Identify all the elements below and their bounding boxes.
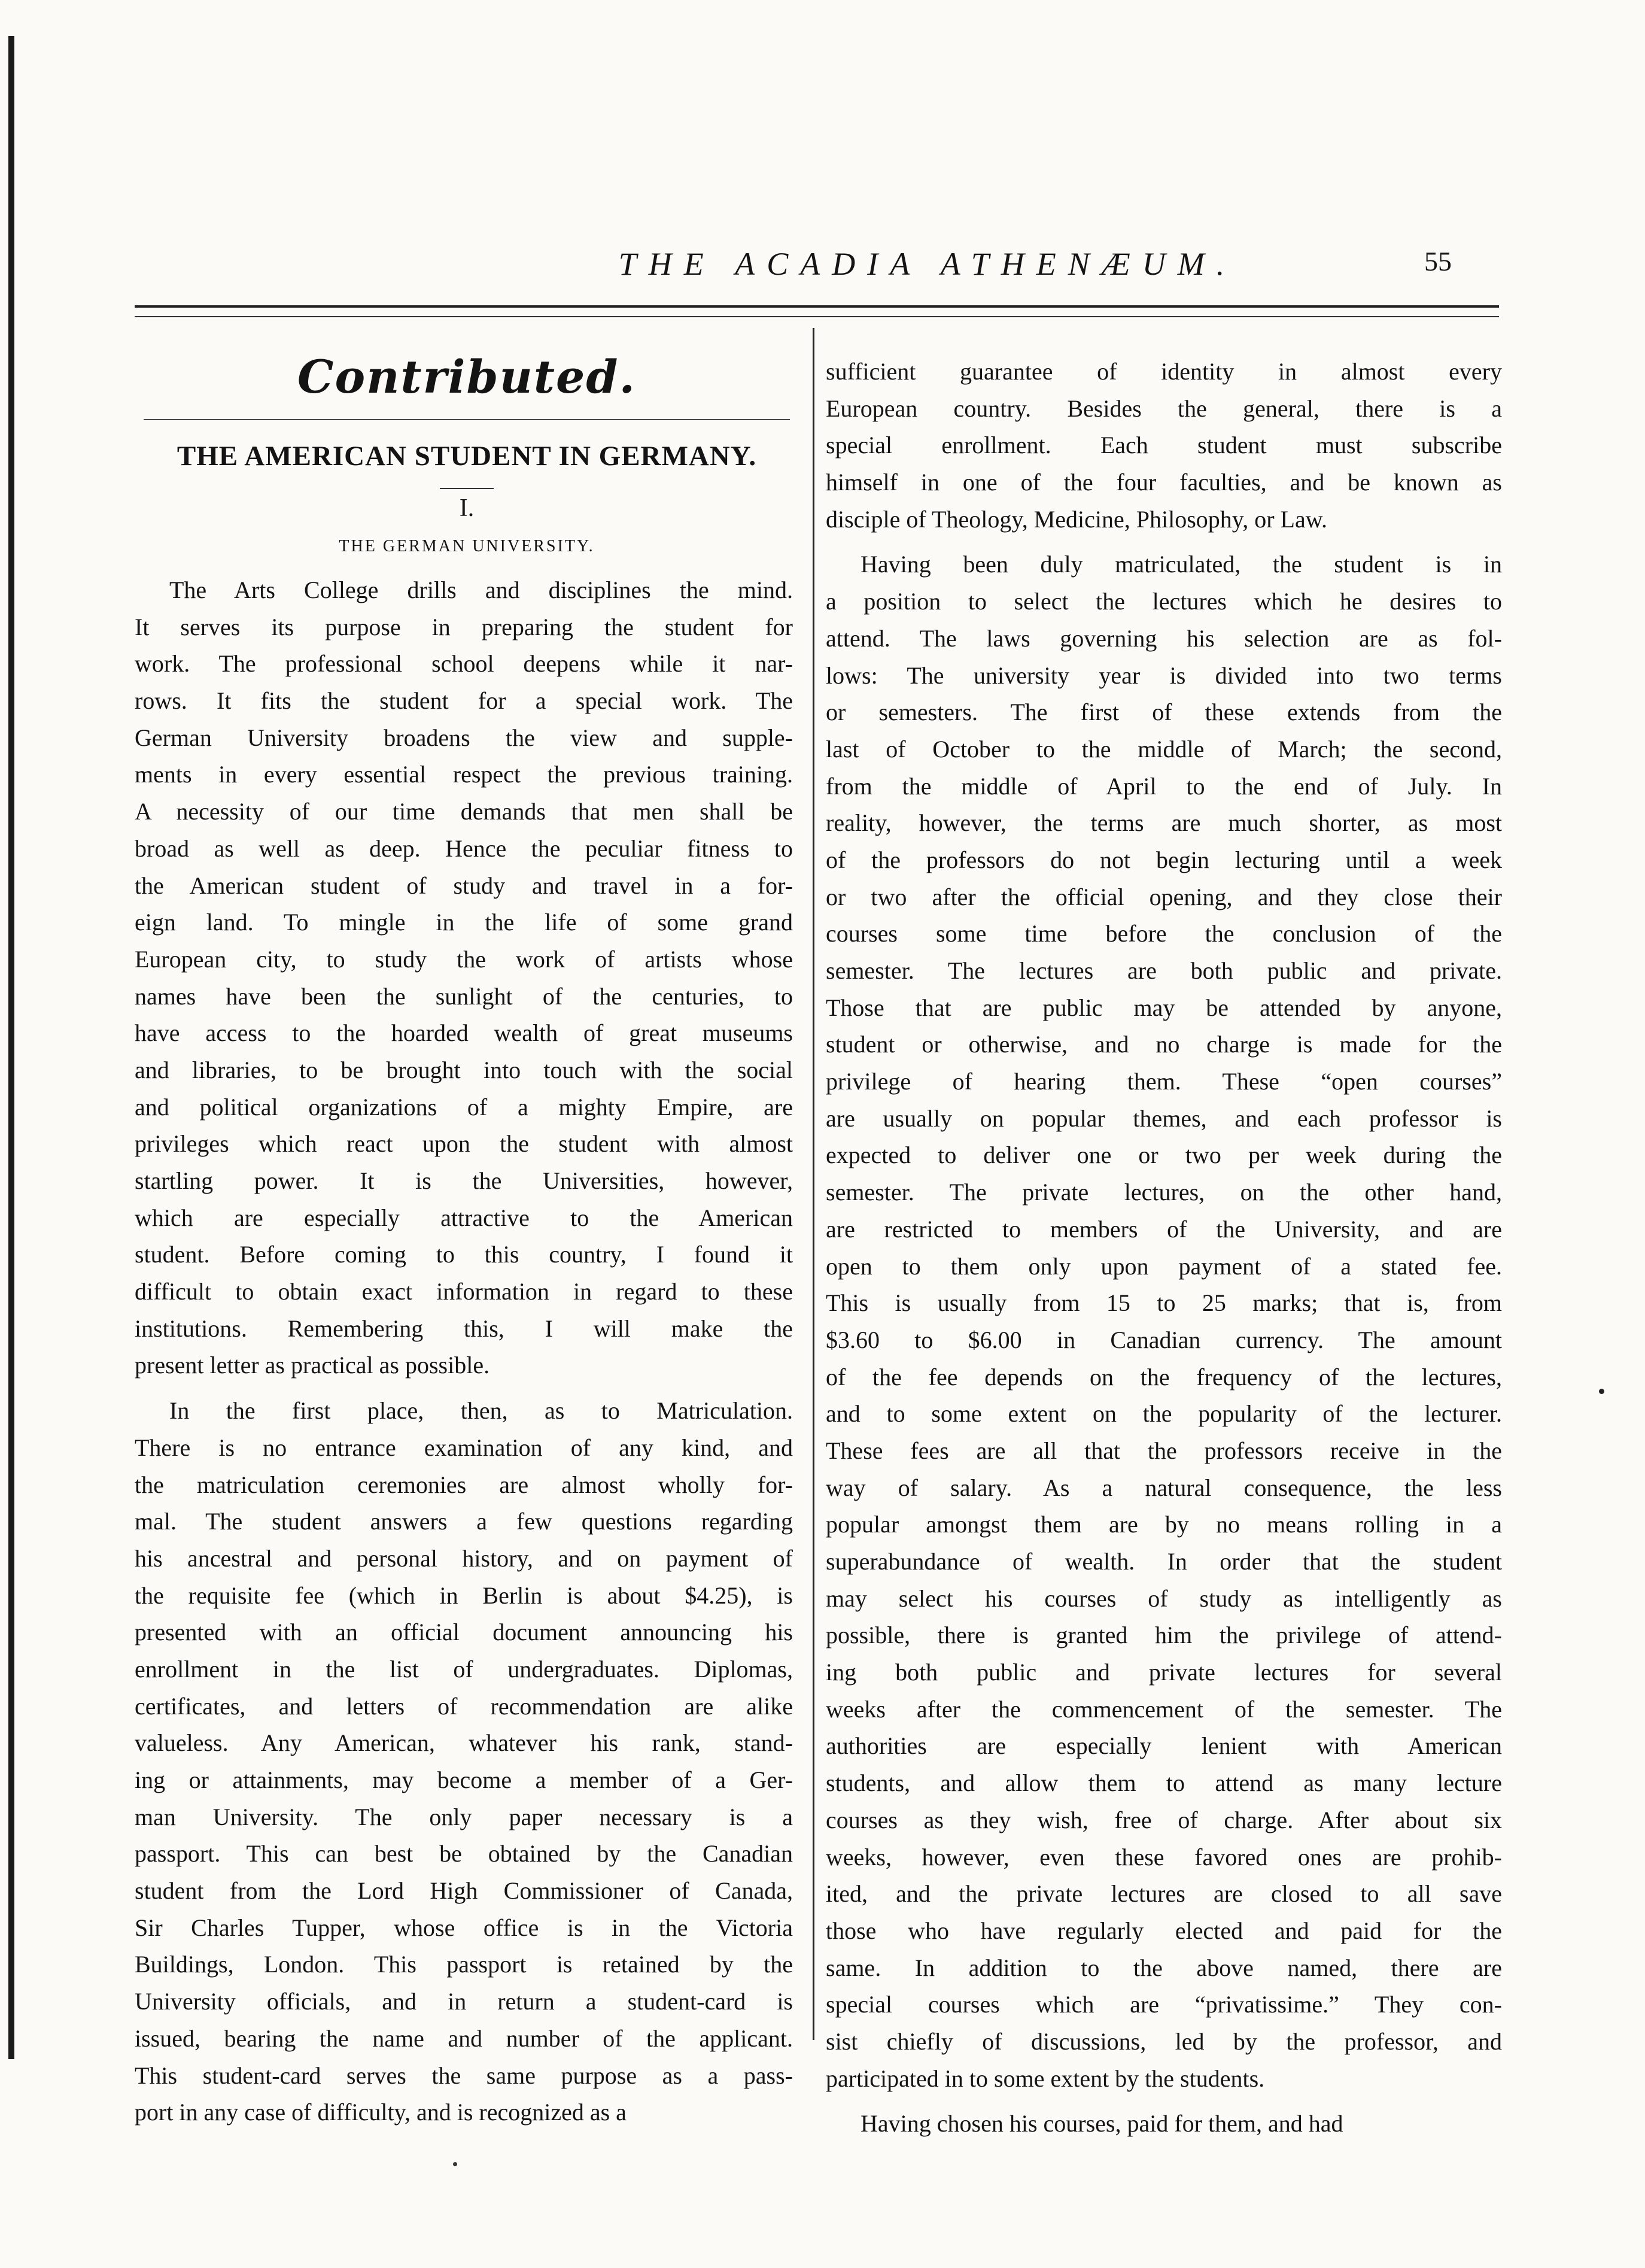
scan-speck: [453, 2162, 457, 2166]
section-title: Contributed.: [297, 350, 636, 403]
text-line: privilege of hearing them. These “open courses”: [826, 1068, 1502, 1095]
scan-speck: [1599, 1389, 1604, 1394]
text-line: startling power. It is the Universities, however,: [135, 1167, 793, 1194]
text-line: or semesters. The first of these extends from the: [826, 699, 1502, 726]
text-line: German University broadens the view and supple-: [135, 724, 793, 751]
text-line: lows: The university year is divided into two terms: [826, 661, 1502, 689]
page-number: 55: [1424, 246, 1452, 277]
text-line: Having been duly matriculated, the student is in: [860, 551, 1502, 578]
text-line: There is no entrance examination of any kind, and: [135, 1434, 793, 1461]
text-line: University officials, and in return a student-card is: [135, 1988, 793, 2015]
text-line: superabundance of wealth. In order that the student: [826, 1548, 1502, 1575]
text-line: and libraries, to be brought into touch with the social: [135, 1056, 793, 1083]
text-line: which are especially attractive to the American: [135, 1204, 793, 1231]
running-head: THE ACADIA ATHENÆUM.: [618, 246, 1237, 282]
text-line: $3.60 to $6.00 in Canadian currency. The amount: [826, 1326, 1502, 1353]
text-line: disciple of Theology, Medicine, Philosophy, or Law.: [826, 505, 1328, 533]
text-line: sist chiefly of discussions, led by the professor, and: [826, 2027, 1502, 2055]
text-line: European country. Besides the general, there is a: [826, 394, 1502, 422]
text-line: semester. The private lectures, on the other hand,: [826, 1179, 1502, 1206]
text-line: last of October to the middle of March; the second,: [826, 735, 1502, 763]
text-line: ments in every essential respect the previous training.: [135, 761, 793, 788]
text-line: This is usually from 15 to 25 marks; that is, from: [826, 1289, 1502, 1317]
text-line: special courses which are “privatissime.” They con-: [826, 1991, 1502, 2018]
text-line: This student-card serves the same purpose as a pass-: [135, 2061, 793, 2089]
text-line: ing both public and private lectures for several: [826, 1659, 1502, 1686]
text-line: expected to deliver one or two per week during the: [826, 1141, 1502, 1169]
text-line: valueless. Any American, whatever his rank, stand-: [135, 1729, 793, 1757]
paragraph-gap: [826, 538, 1502, 546]
text-line: of the professors do not begin lecturing until a week: [826, 846, 1502, 873]
header-rule-thin: [135, 316, 1499, 317]
text-line: Sir Charles Tupper, whose office is in the Victoria: [135, 1914, 793, 1941]
text-line: and to some extent on the popularity of the lecturer.: [826, 1400, 1502, 1428]
text-line: sufficient guarantee of identity in almost every: [826, 358, 1502, 385]
text-line: European city, to study the work of artists whose: [135, 945, 793, 973]
text-line: those who have regularly elected and paid for the: [826, 1917, 1502, 1944]
text-line: of the fee depends on the frequency of the lectures,: [826, 1363, 1502, 1390]
text-line: courses some time before the conclusion of the: [826, 920, 1502, 948]
text-line: Those that are public may be attended by anyone,: [826, 994, 1502, 1021]
text-line: present letter as practical as possible.: [135, 1352, 490, 1379]
text-line: eign land. To mingle in the life of some grand: [135, 909, 793, 936]
right-column: [826, 353, 1502, 2142]
text-line: student or otherwise, and no charge is made for the: [826, 1031, 1502, 1058]
text-line: weeks after the commencement of the semester. The: [826, 1695, 1502, 1723]
text-line: from the middle of April to the end of July. In: [826, 772, 1502, 800]
part-numeral-rule: [440, 488, 494, 489]
text-line: mal. The student answers a few questions regarding: [135, 1508, 793, 1535]
text-line: the American student of study and travel in a for-: [135, 872, 793, 899]
column-divider: [813, 328, 814, 2040]
part-subtitle: THE GERMAN UNIVERSITY.: [339, 537, 595, 555]
paragraph-gap: [135, 1384, 793, 1392]
text-line: privileges which react upon the student with almost: [135, 1130, 793, 1158]
text-line: popular amongst them are by no means rolling in a: [826, 1511, 1502, 1538]
text-line: and political organizations of a mighty Empire, are: [135, 1093, 793, 1121]
text-line: issued, bearing the name and number of the applicant.: [135, 2024, 793, 2052]
text-line: work. The professional school deepens while it nar-: [135, 650, 793, 678]
text-line: may select his courses of study as intelligently as: [826, 1584, 1502, 1612]
text-line: These fees are all that the professors receive in the: [826, 1437, 1502, 1464]
text-line: courses as they wish, free of charge. After about six: [826, 1806, 1502, 1833]
text-line: student from the Lord High Commissioner of Canada,: [135, 1877, 793, 1905]
text-line: participated in to some extent by the students.: [826, 2064, 1265, 2092]
text-line: his ancestral and personal history, and on payment of: [135, 1544, 793, 1572]
text-line: student. Before coming to this country, I found it: [135, 1241, 793, 1268]
text-line: a position to select the lectures which he desires to: [826, 588, 1502, 615]
article-title: THE AMERICAN STUDENT IN GERMANY.: [177, 441, 757, 472]
text-line: enrollment in the list of undergraduates. Diplomas,: [135, 1655, 793, 1683]
text-line: students, and allow them to attend as many lecture: [826, 1769, 1502, 1797]
text-line: reality, however, the terms are much shorter, as most: [826, 809, 1502, 837]
scan-binding-edge: [8, 36, 14, 2059]
text-line: difficult to obtain exact information in regard to these: [135, 1278, 793, 1305]
text-line: rows. It fits the student for a special work. The: [135, 687, 793, 715]
text-line: the requisite fee (which in Berlin is about $4.25), is: [135, 1581, 793, 1609]
text-line: port in any case of difficulty, and is recognized as a: [135, 2099, 627, 2126]
text-line: semester. The lectures are both public and private.: [826, 957, 1502, 984]
text-line: certificates, and letters of recommendation are alike: [135, 1692, 793, 1720]
text-line: Buildings, London. This passport is retained by the: [135, 1951, 793, 1978]
text-line: special enrollment. Each student must subscribe: [826, 432, 1502, 459]
text-line: open to them only upon payment of a stated fee.: [826, 1252, 1502, 1280]
text-line: ited, and the private lectures are closed to all save: [826, 1880, 1502, 1908]
text-line: weeks, however, even these favored ones are prohib-: [826, 1843, 1502, 1871]
text-line: broad as well as deep. Hence the peculiar fitness to: [135, 834, 793, 862]
text-line: way of salary. As a natural consequence, the less: [826, 1474, 1502, 1501]
left-column: [135, 572, 793, 2131]
text-line: authorities are especially lenient with American: [826, 1732, 1502, 1760]
text-line: or two after the official opening, and they close their: [826, 883, 1502, 910]
text-line: institutions. Remembering this, I will make the: [135, 1314, 793, 1342]
text-line: are restricted to members of the University, and are: [826, 1215, 1502, 1243]
header-rule: [135, 305, 1499, 308]
text-line: passport. This can best be obtained by the Canadian: [135, 1840, 793, 1868]
text-line: himself in one of the four faculties, and be known as: [826, 469, 1502, 496]
text-line: same. In addition to the above named, there are: [826, 1954, 1502, 1981]
text-line: possible, there is granted him the privilege of attend-: [826, 1622, 1502, 1649]
text-line: are usually on popular themes, and each professor is: [826, 1104, 1502, 1132]
text-line: presented with an official document announcing his: [135, 1619, 793, 1646]
text-line: A necessity of our time demands that men shall be: [135, 798, 793, 825]
text-line: The Arts College drills and disciplines the mind.: [169, 576, 793, 603]
text-line: In the first place, then, as to Matriculation.: [169, 1397, 793, 1425]
text-line: Having chosen his courses, paid for them, and had: [860, 2110, 1343, 2138]
text-line: It serves its purpose in preparing the student for: [135, 613, 793, 640]
text-line: the matriculation ceremonies are almost wholly for-: [135, 1471, 793, 1498]
text-line: names have been the sunlight of the centuries, to: [135, 982, 793, 1010]
text-line: ing or attainments, may become a member of a Ger-: [135, 1766, 793, 1793]
text-line: attend. The laws governing his selection are as fol-: [826, 624, 1502, 652]
text-line: have access to the hoarded wealth of great museums: [135, 1019, 793, 1047]
text-line: man University. The only paper necessary is a: [135, 1803, 793, 1830]
part-numeral: I.: [459, 494, 475, 522]
section-rule: [144, 419, 790, 420]
paragraph-gap: [826, 2097, 1502, 2105]
